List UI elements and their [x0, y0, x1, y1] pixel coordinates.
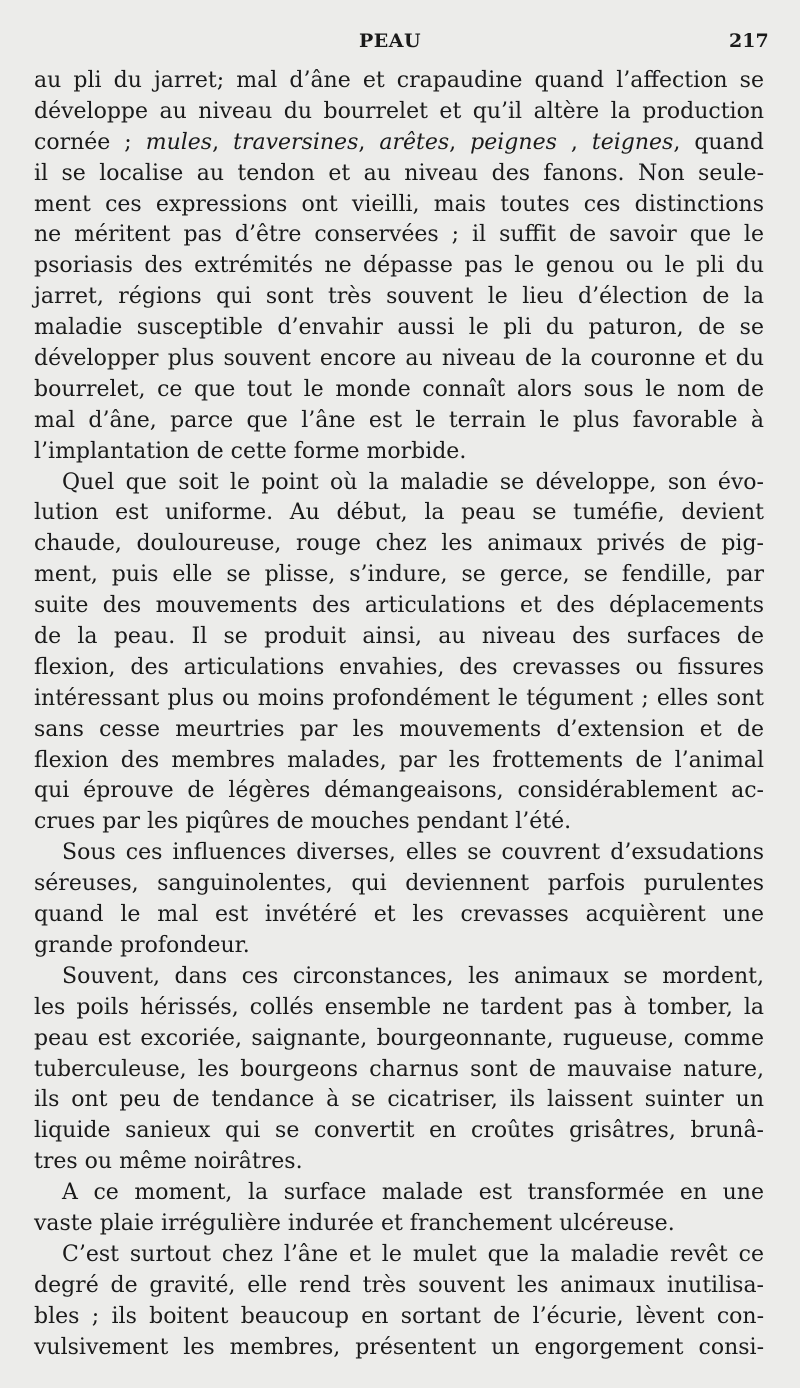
text-line	[34, 406, 764, 437]
text-line	[34, 468, 764, 499]
text-segment: bles ; ils boitent beaucoup en sortant de l’écurie, lèvent con-	[34, 1303, 764, 1329]
italic-term: peignes	[470, 129, 557, 155]
text-line	[34, 900, 764, 931]
italic-term: traversines	[233, 129, 359, 155]
text-segment: mal d’âne, parce que l’âne est le terrain le plus favorable à	[34, 407, 764, 433]
text-line	[34, 869, 764, 900]
text-line	[34, 66, 764, 97]
text-line	[34, 622, 764, 653]
text-line	[34, 282, 764, 313]
text-line	[34, 1178, 764, 1209]
text-segment: maladie susceptible d’envahir aussi le pli du paturon, de se	[34, 315, 764, 341]
text-segment: tres ou même noirâtres.	[34, 1149, 303, 1175]
text-segment: degré de gravité, elle rend très souvent les animaux inutilisa-	[34, 1272, 764, 1298]
text-segment: ,	[556, 129, 592, 155]
text-segment: vaste plaie irrégulière indurée et franchement ulcéreuse.	[34, 1210, 675, 1236]
text-segment: de la peau. Il se produit ainsi, au niveau des surfaces de	[34, 624, 764, 650]
text-segment: ment ces expressions ont vieilli, mais toutes ces distinctions	[34, 191, 764, 217]
text-line	[34, 1333, 764, 1364]
text-segment: au pli du jarret; mal d’âne et crapaudine quand l’affection se	[34, 68, 764, 93]
text-line	[34, 776, 764, 807]
page-number: 217	[729, 30, 769, 52]
text-segment: C’est surtout chez l’âne et le mulet que la maladie revêt ce	[62, 1241, 764, 1267]
text-line	[34, 653, 764, 684]
text-line	[34, 684, 764, 715]
body-text	[34, 66, 764, 1363]
text-segment: Sous ces influences diverses, elles se couvrent d’exsudations	[62, 840, 764, 866]
text-segment: développer plus souvent encore au niveau de la couronne et du	[34, 346, 764, 372]
text-segment: ne méritent pas d’être conservées ; il suffit de savoir que le	[34, 222, 764, 248]
text-line	[34, 1209, 764, 1240]
text-segment: chaude, douloureuse, rouge chez les animaux privés de pig-	[34, 531, 764, 557]
text-line	[34, 220, 764, 251]
text-line	[34, 962, 764, 993]
text-line	[34, 1147, 764, 1178]
text-segment: intéressant plus ou moins profondément le tégument ; elles sont	[34, 685, 764, 711]
text-segment: ,	[358, 129, 380, 155]
text-segment: jarret, régions qui sont très souvent le lieu d’élection de la	[34, 284, 764, 310]
text-segment: Souvent, dans ces circonstances, les animaux se mordent,	[62, 963, 764, 989]
text-segment: psoriasis des extrémités ne dépasse pas le genou ou le pli du	[34, 253, 764, 279]
text-line	[34, 313, 764, 344]
text-segment: sans cesse meurtries par les mouvements d’extension et de	[34, 716, 764, 742]
text-segment: Quel que soit le point où la maladie se développe, son évo-	[62, 469, 764, 495]
text-line	[34, 591, 764, 622]
text-line	[34, 715, 764, 746]
text-segment: l’implantation de cette forme morbide.	[34, 438, 467, 464]
text-line	[34, 807, 764, 838]
text-line	[34, 529, 764, 560]
italic-term: arêtes	[379, 129, 450, 155]
text-line	[34, 1116, 764, 1147]
text-segment: peau est excoriée, saignante, bourgeonnante, rugueuse, comme	[34, 1025, 764, 1051]
text-segment: ,	[449, 129, 471, 155]
text-segment: crues par les piqûres de mouches pendant l’été.	[34, 809, 572, 835]
text-segment: , quand	[673, 129, 764, 155]
text-segment: flexion des membres malades, par les frottements de l’animal	[34, 747, 764, 773]
text-segment: les poils hérissés, collés ensemble ne tardent pas à tomber, la	[34, 994, 764, 1020]
text-line	[34, 251, 764, 282]
text-segment: séreuses, sanguinolentes, qui deviennent parfois purulentes	[34, 871, 764, 897]
text-line	[34, 375, 764, 406]
text-line	[34, 498, 764, 529]
text-segment: quand le mal est invétéré et les crevasses acquièrent une	[34, 902, 764, 928]
text-segment: suite des mouvements des articulations et des déplacements	[34, 593, 764, 619]
text-line	[34, 1302, 764, 1333]
text-segment: développe au niveau du bourrelet et qu’il altère la production	[34, 98, 764, 124]
text-line	[34, 1055, 764, 1086]
text-line	[34, 1024, 764, 1055]
text-segment: cornée ;	[34, 129, 146, 155]
italic-term: mules	[145, 129, 213, 155]
text-segment: qui éprouve de légères démangeaisons, considérablement ac-	[34, 778, 764, 804]
text-line	[34, 838, 764, 869]
text-segment: lution est uniforme. Au début, la peau se tuméfie, devient	[34, 500, 764, 526]
text-line	[34, 97, 764, 128]
text-segment: tuberculeuse, les bourgeons charnus sont de mauvaise nature,	[34, 1056, 764, 1082]
text-segment: ment, puis elle se plisse, s’indure, se gerce, se fendille, par	[34, 562, 764, 588]
text-segment: bourrelet, ce que tout le monde connaît alors sous le nom de	[34, 376, 764, 402]
text-segment: flexion, des articulations envahies, des crevasses ou fissures	[34, 654, 764, 680]
text-line	[34, 1240, 764, 1271]
text-line	[34, 128, 764, 159]
text-line	[34, 344, 764, 375]
text-line	[34, 437, 764, 468]
text-line	[34, 746, 764, 777]
text-line	[34, 1085, 764, 1116]
text-line	[34, 190, 764, 221]
running-title: PEAU	[359, 30, 422, 52]
text-line	[34, 993, 764, 1024]
text-segment: A ce moment, la surface malade est transformée en une	[62, 1180, 764, 1206]
text-segment: grande profondeur.	[34, 932, 250, 958]
text-line	[34, 159, 764, 190]
text-line	[34, 931, 764, 962]
text-segment: vulsivement les membres, présentent un engorgement consi-	[34, 1334, 764, 1360]
text-segment: il se localise au tendon et au niveau des fanons. Non seule-	[34, 160, 764, 186]
text-segment: liquide sanieux qui se convertit en croûtes grisâtres, brunâ-	[34, 1118, 764, 1144]
text-line	[34, 1271, 764, 1302]
italic-term: teignes	[591, 129, 674, 155]
text-segment: ils ont peu de tendance à se cicatriser, ils laissent suinter un	[34, 1087, 764, 1113]
text-segment: ,	[212, 129, 234, 155]
page-header	[0, 30, 800, 60]
text-line	[34, 560, 764, 591]
